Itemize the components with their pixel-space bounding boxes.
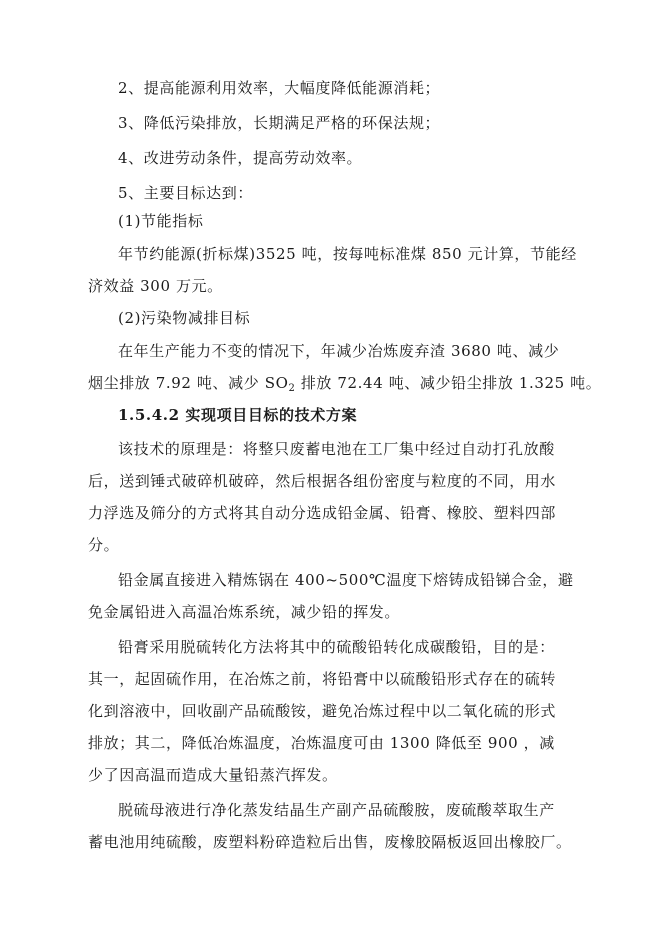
- paragraph-line: 蓄电池用纯硫酸，废塑料粉碎造粒后出售，废橡胶隔板返回出橡胶厂。: [88, 833, 572, 851]
- paragraph-line: 该技术的原理是：将整只废蓄电池在工厂集中经过自动打孔放酸: [118, 440, 555, 458]
- subheading-emission: (2)污染物减排目标: [118, 309, 251, 327]
- subheading-energy: (1)节能指标: [118, 212, 204, 230]
- paragraph-line: 济效益 300 万元。: [88, 277, 223, 295]
- goal-item-5: 5、主要目标达到：: [118, 184, 253, 202]
- paragraph-line: 脱硫母液进行净化蒸发结晶生产副产品硫酸胺，废硫酸萃取生产: [118, 801, 555, 819]
- paragraph-line: 后，送到锤式破碎机破碎，然后根据各组份密度与粒度的不同，用水: [88, 472, 557, 490]
- paragraph-line: 少了因高温而造成大量铅蒸汽挥发。: [88, 766, 338, 784]
- paragraph-line: 在年生产能力不变的情况下，年减少冶炼废弃渣 3680 吨、减少: [118, 342, 560, 360]
- paragraph-line: 其一，起固硫作用，在冶炼之前，将铅膏中以硫酸铅形式存在的硫转: [88, 670, 557, 688]
- paragraph-line: 铅金属直接进入精炼锅在 400~500℃温度下熔铸成铅锑合金，避: [118, 571, 574, 589]
- paragraph-line: 年节约能源(折标煤)3525 吨，按每吨标准煤 850 元计算，节能经: [118, 245, 577, 263]
- paragraph-line: 分。: [88, 536, 120, 554]
- goal-item-2: 2、提高能源利用效率，大幅度降低能源消耗；: [118, 79, 441, 97]
- paragraph-line: 化到溶液中，回收副产品硫酸铵，避免冶炼过程中以二氧化硫的形式: [88, 702, 557, 720]
- goal-item-4: 4、改进劳动条件，提高劳动效率。: [118, 149, 363, 167]
- emission-line: 烟尘排放 7.92 吨、减少 $SO_2$ 排放 72.44 吨、减少铅尘排放 1.325 吨。: [88, 374, 602, 394]
- paragraph-line: 铅膏采用脱硫转化方法将其中的硫酸铅转化成碳酸铅，目的是：: [118, 638, 555, 656]
- goal-item-3: 3、降低污染排放，长期满足严格的环保法规；: [118, 114, 441, 132]
- paragraph-line: 免金属铅进入高温冶炼系统，减少铅的挥发。: [88, 603, 401, 621]
- paragraph-line: 排放；其二，降低冶炼温度，冶炼温度可由 1300 降低至 900 ，减: [88, 734, 555, 752]
- paragraph-line: 力浮选及筛分的方式将其自动分选成铅金属、铅膏、橡胶、塑料四部: [88, 504, 557, 522]
- section-heading: 1.5.4.2 实现项目目标的技术方案: [118, 406, 358, 424]
